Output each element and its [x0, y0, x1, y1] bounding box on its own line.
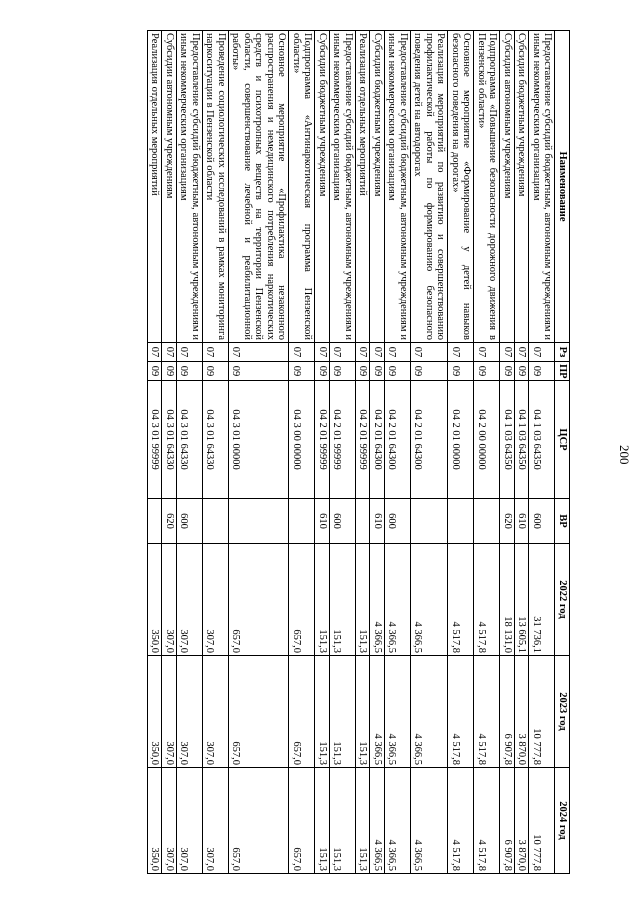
cell-2023: 4 366,5	[411, 656, 449, 768]
cell-2024: 151,3	[356, 768, 371, 874]
cell-2024: 4 366,5	[411, 768, 449, 874]
header-pr: ПР	[555, 362, 570, 381]
cell-2022: 4 517,8	[474, 544, 500, 656]
table-row	[289, 31, 315, 874]
cell-2023: 4 366,5	[385, 656, 411, 768]
cell-vr: 600	[529, 499, 555, 544]
cell-2023: 350,0	[148, 656, 163, 768]
cell-pr: 09	[500, 362, 515, 381]
cell-vr	[474, 499, 500, 544]
cell-pr: 09	[448, 362, 474, 381]
cell-2023: 10 777,8	[529, 656, 555, 768]
cell-csr: 04 1 03 64350	[500, 381, 515, 499]
cell-pr: 09	[474, 362, 500, 381]
table-row	[148, 31, 163, 874]
cell-csr: 04 3 00 00000	[289, 381, 315, 499]
cell-csr: 04 2 01 99999	[315, 381, 330, 499]
cell-csr: 04 2 01 64300	[370, 381, 385, 499]
cell-2023: 307,0	[177, 656, 203, 768]
cell-name: Субсидии автономным учреждениям	[500, 31, 515, 343]
cell-2024: 6 907,8	[500, 768, 515, 874]
cell-2023: 4 517,8	[448, 656, 474, 768]
table-row	[330, 31, 356, 874]
cell-2022: 151,3	[315, 544, 330, 656]
cell-rz: 07	[330, 343, 356, 362]
table-row	[177, 31, 203, 874]
cell-vr: 610	[515, 499, 530, 544]
cell-rz: 07	[148, 343, 163, 362]
cell-rz: 07	[500, 343, 515, 362]
cell-2024: 4 366,5	[370, 768, 385, 874]
cell-2024: 657,0	[229, 768, 290, 874]
cell-vr: 600	[177, 499, 203, 544]
cell-rz: 07	[411, 343, 449, 362]
cell-vr	[289, 499, 315, 544]
cell-2023: 4 366,5	[370, 656, 385, 768]
cell-csr: 04 2 01 64300	[385, 381, 411, 499]
cell-2022: 31 736,1	[529, 544, 555, 656]
cell-2022: 657,0	[289, 544, 315, 656]
cell-2022: 151,3	[356, 544, 371, 656]
cell-2023: 151,3	[330, 656, 356, 768]
cell-2024: 657,0	[289, 768, 315, 874]
table-row	[500, 31, 515, 874]
table-body	[148, 31, 556, 874]
cell-csr: 04 2 01 00000	[448, 381, 474, 499]
cell-name: Основное мероприятие «Профилактика незаконного распространения и немедицинского потребления наркотических средств и психотропных веществ на территории Пензенской области, совершенствование лечебной и реабилитационной работы»	[229, 31, 290, 343]
cell-2022: 307,0	[162, 544, 177, 656]
cell-name: Предоставление субсидий бюджетным, автономным учреждениям и иным некоммерческим организациям	[177, 31, 203, 343]
page-number-text: 200	[617, 445, 632, 465]
cell-pr: 09	[148, 362, 163, 381]
cell-2024: 350,0	[148, 768, 163, 874]
cell-2022: 4 517,8	[448, 544, 474, 656]
cell-rz: 07	[515, 343, 530, 362]
cell-2023: 657,0	[289, 656, 315, 768]
cell-csr: 04 3 01 00000	[229, 381, 290, 499]
cell-name: Подпрограмма «Антинаркотическая программа Пензенской области»	[289, 31, 315, 343]
cell-2024: 151,3	[315, 768, 330, 874]
cell-csr: 04 3 01 99999	[148, 381, 163, 499]
cell-rz: 07	[203, 343, 229, 362]
cell-vr: 620	[162, 499, 177, 544]
cell-2024: 4 517,8	[448, 768, 474, 874]
cell-2023: 307,0	[203, 656, 229, 768]
rotated-table-container	[80, 30, 570, 873]
cell-pr: 09	[370, 362, 385, 381]
cell-pr: 09	[356, 362, 371, 381]
cell-2024: 3 870,0	[515, 768, 530, 874]
cell-name: Реализация мероприятий по развитию и совершенствованию профилактической работы по формированию безопасного поведения детей на автодорогах	[411, 31, 449, 343]
cell-2022: 4 366,5	[411, 544, 449, 656]
table-row	[370, 31, 385, 874]
cell-2023: 6 907,8	[500, 656, 515, 768]
cell-2024: 4 517,8	[474, 768, 500, 874]
cell-2024: 307,0	[203, 768, 229, 874]
cell-pr: 09	[229, 362, 290, 381]
cell-2022: 307,0	[177, 544, 203, 656]
cell-name: Проведение социологических исследований в рамках мониторинга наркоситуации в Пензенской области	[203, 31, 229, 343]
cell-rz: 07	[448, 343, 474, 362]
cell-vr	[229, 499, 290, 544]
cell-rz: 07	[385, 343, 411, 362]
cell-2024: 10 777,8	[529, 768, 555, 874]
cell-rz: 07	[474, 343, 500, 362]
cell-name: Предоставление субсидий бюджетным, автономным учреждениям и иным некоммерческим организациям	[385, 31, 411, 343]
cell-name: Реализация отдельных мероприятий	[356, 31, 371, 343]
cell-2022: 307,0	[203, 544, 229, 656]
cell-rz: 07	[229, 343, 290, 362]
cell-rz: 07	[162, 343, 177, 362]
cell-2022: 657,0	[229, 544, 290, 656]
budget-table	[147, 30, 570, 874]
cell-name: Основное мероприятие «Формирование у детей навыков безопасного поведения на дорогах»	[448, 31, 474, 343]
cell-2024: 4 366,5	[385, 768, 411, 874]
cell-pr: 09	[330, 362, 356, 381]
cell-name: Предоставление субсидий бюджетным, автономным учреждениям и иным некоммерческим организациям	[330, 31, 356, 343]
table-row	[448, 31, 474, 874]
cell-pr: 09	[515, 362, 530, 381]
table-header-row	[555, 31, 570, 874]
cell-vr: 610	[315, 499, 330, 544]
cell-rz: 07	[370, 343, 385, 362]
cell-2022: 350,0	[148, 544, 163, 656]
table-row	[515, 31, 530, 874]
cell-name: Субсидии бюджетным учреждениям	[515, 31, 530, 343]
cell-2022: 13 605,1	[515, 544, 530, 656]
header-name: Наименование	[555, 31, 570, 343]
cell-2023: 657,0	[229, 656, 290, 768]
cell-rz: 07	[177, 343, 203, 362]
table-row	[411, 31, 449, 874]
header-rz: Рз	[555, 343, 570, 362]
cell-pr: 09	[315, 362, 330, 381]
cell-csr: 04 3 01 64330	[162, 381, 177, 499]
cell-rz: 07	[529, 343, 555, 362]
cell-vr	[203, 499, 229, 544]
cell-2022: 4 366,5	[385, 544, 411, 656]
cell-2024: 307,0	[177, 768, 203, 874]
header-2022: 2022 год	[555, 544, 570, 656]
cell-rz: 07	[289, 343, 315, 362]
cell-csr: 04 3 01 64330	[203, 381, 229, 499]
cell-csr: 04 2 01 99999	[356, 381, 371, 499]
cell-2023: 151,3	[356, 656, 371, 768]
cell-vr: 620	[500, 499, 515, 544]
table-row	[162, 31, 177, 874]
cell-csr: 04 2 01 99999	[330, 381, 356, 499]
cell-2023: 307,0	[162, 656, 177, 768]
cell-vr	[411, 499, 449, 544]
cell-pr: 09	[385, 362, 411, 381]
table-row	[315, 31, 330, 874]
table-row	[356, 31, 371, 874]
header-2024: 2024 год	[555, 768, 570, 874]
cell-name: Реализация отдельных мероприятий	[148, 31, 163, 343]
table-row	[385, 31, 411, 874]
cell-vr	[148, 499, 163, 544]
cell-pr: 09	[203, 362, 229, 381]
table-row	[474, 31, 500, 874]
cell-rz: 07	[356, 343, 371, 362]
cell-pr: 09	[289, 362, 315, 381]
cell-csr: 04 2 01 64300	[411, 381, 449, 499]
cell-vr: 610	[370, 499, 385, 544]
cell-name: Подпрограмма «Повышение безопасности дорожного движения в Пензенской области»	[474, 31, 500, 343]
cell-csr: 04 3 01 64330	[177, 381, 203, 499]
cell-2023: 4 517,8	[474, 656, 500, 768]
cell-csr: 04 1 03 64350	[515, 381, 530, 499]
cell-name: Предоставление субсидий бюджетным, автономным учреждениям и иным некоммерческим организациям	[529, 31, 555, 343]
header-csr: ЦСР	[555, 381, 570, 499]
cell-2023: 151,3	[315, 656, 330, 768]
cell-2022: 151,3	[330, 544, 356, 656]
cell-csr: 04 1 03 64350	[529, 381, 555, 499]
cell-2024: 151,3	[330, 768, 356, 874]
cell-2022: 4 366,5	[370, 544, 385, 656]
cell-rz: 07	[315, 343, 330, 362]
cell-pr: 09	[162, 362, 177, 381]
cell-2023: 3 870,0	[515, 656, 530, 768]
cell-vr: 600	[330, 499, 356, 544]
header-2023: 2023 год	[555, 656, 570, 768]
cell-pr: 09	[411, 362, 449, 381]
table-row	[529, 31, 555, 874]
cell-pr: 09	[529, 362, 555, 381]
table-row	[229, 31, 290, 874]
cell-name: Субсидии бюджетным учреждениям	[315, 31, 330, 343]
cell-vr	[356, 499, 371, 544]
cell-vr	[448, 499, 474, 544]
table-row	[203, 31, 229, 874]
cell-2024: 307,0	[162, 768, 177, 874]
cell-vr: 600	[385, 499, 411, 544]
cell-csr: 04 2 00 00000	[474, 381, 500, 499]
cell-pr: 09	[177, 362, 203, 381]
cell-2022: 18 131,0	[500, 544, 515, 656]
cell-name: Субсидии автономным учреждениям	[162, 31, 177, 343]
header-vr: ВР	[555, 499, 570, 544]
cell-name: Субсидии бюджетным учреждениям	[370, 31, 385, 343]
